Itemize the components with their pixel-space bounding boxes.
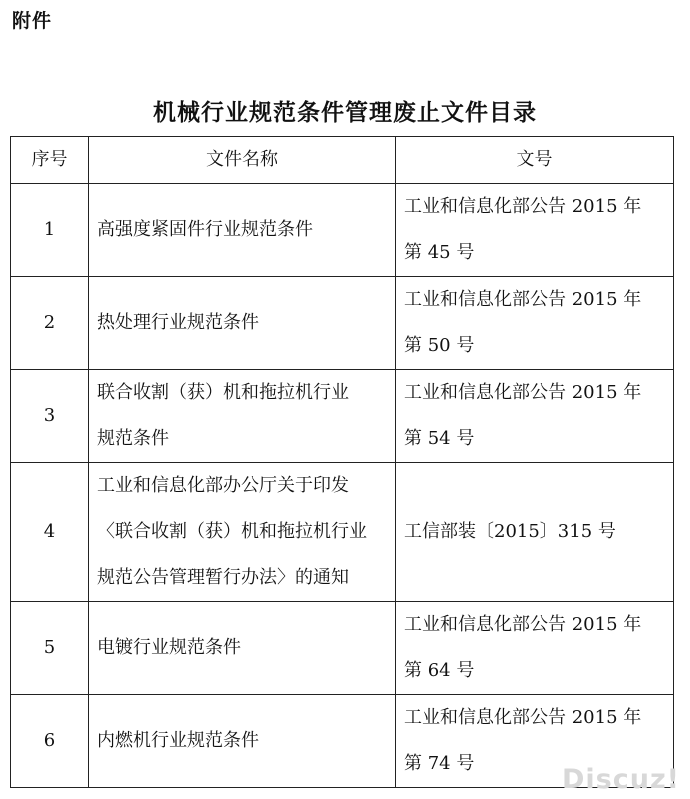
- document-number-line: 工业和信息化部公告 2015 年: [404, 614, 642, 635]
- document-number-line: 第 50 号: [404, 335, 475, 356]
- document-title: 机械行业规范条件管理废止文件目录: [153, 100, 537, 126]
- row-document-name: [89, 184, 396, 277]
- row-document-number: [396, 602, 674, 695]
- row-serial-number: 3: [11, 370, 89, 463]
- document-name-line: 〈联合收割（获）机和拖拉机行业: [97, 521, 367, 542]
- document-name-line: 工业和信息化部办公厅关于印发: [97, 475, 349, 496]
- document-number-line: 工业和信息化部公告 2015 年: [404, 196, 642, 217]
- header-document-name: 文件名称: [89, 137, 396, 184]
- document-number-line: 工业和信息化部公告 2015 年: [404, 707, 642, 728]
- attachment-label: 附件: [12, 10, 53, 32]
- row-document-number: [396, 184, 674, 277]
- document-name-line: 规范条件: [97, 428, 169, 449]
- header-serial-number: 序号: [11, 137, 89, 184]
- row-document-number: [396, 370, 674, 463]
- table-row: [11, 602, 674, 695]
- table-body: [11, 184, 674, 788]
- row-document-name: [89, 602, 396, 695]
- document-number-line: 第 64 号: [404, 660, 475, 681]
- header-document-number: 文号: [396, 137, 674, 184]
- row-document-number: [396, 277, 674, 370]
- document-number-line: 工业和信息化部公告 2015 年: [404, 382, 642, 403]
- row-document-number: [396, 463, 674, 602]
- table-row: [11, 463, 674, 602]
- table-row: [11, 277, 674, 370]
- document-number-line: 工业和信息化部公告 2015 年: [404, 289, 642, 310]
- document-number-line: 第 54 号: [404, 428, 475, 449]
- document-name-line: 规范公告管理暂行办法〉的通知: [97, 567, 349, 588]
- row-serial-number: 2: [11, 277, 89, 370]
- row-serial-number: 5: [11, 602, 89, 695]
- document-number-line: 第 45 号: [404, 242, 475, 263]
- row-document-name: [89, 463, 396, 602]
- row-serial-number: 6: [11, 695, 89, 788]
- row-serial-number: 1: [11, 184, 89, 277]
- table-row: [11, 370, 674, 463]
- discuz-watermark: Discuz!: [562, 764, 680, 795]
- document-name-line: 热处理行业规范条件: [97, 312, 259, 333]
- row-document-name: [89, 277, 396, 370]
- document-number-line: 第 74 号: [404, 753, 475, 774]
- row-document-name: [89, 695, 396, 788]
- document-name-line: 联合收割（获）机和拖拉机行业: [97, 382, 349, 403]
- document-name-line: 高强度紧固件行业规范条件: [97, 219, 313, 240]
- table-row: [11, 184, 674, 277]
- document-name-line: 内燃机行业规范条件: [97, 730, 259, 751]
- abolished-documents-table: [10, 136, 674, 788]
- document-number-line: 工信部装〔2015〕315 号: [404, 521, 616, 542]
- row-document-name: [89, 370, 396, 463]
- table-header-row: [11, 137, 674, 184]
- row-serial-number: 4: [11, 463, 89, 602]
- document-name-line: 电镀行业规范条件: [97, 637, 241, 658]
